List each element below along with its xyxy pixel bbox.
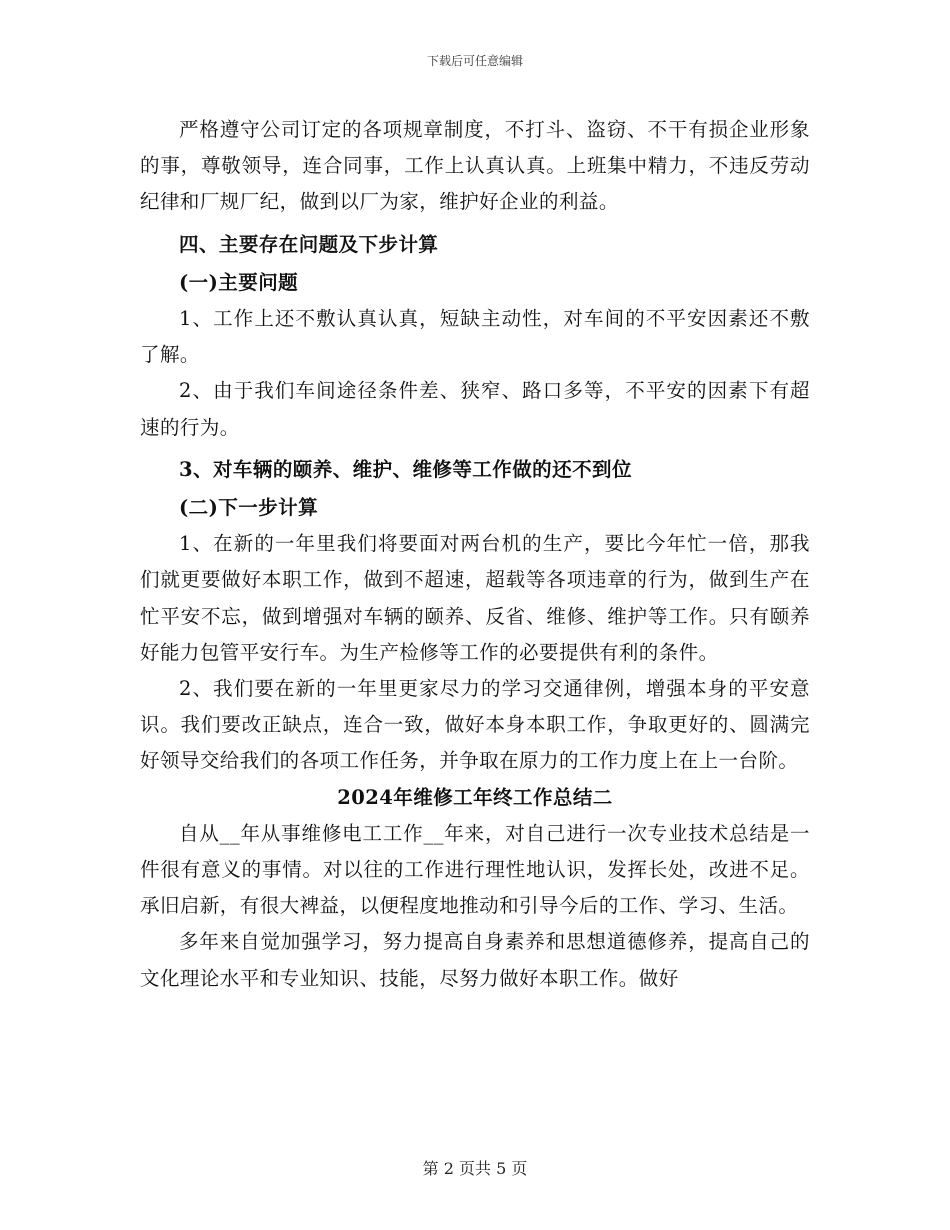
document-body	[140, 112, 810, 997]
paragraph-rules: 严格遵守公司订定的各项规章制度，不打斗、盗窃、不干有损企业形象的事，尊敬领导，连合同事，工作上认真认真。上班集中精力，不违反劳动纪律和厂规厂纪，做到以厂为家，维护好企业的利益。	[140, 118, 810, 214]
paragraph-plan-1: 1、在新的一年里我们将要面对两台机的生产，要比今年忙一倍，那我们就更要做好本职工作，做到不超速，超载等各项违章的行为，做到生产在忙平安不忘，做到增强对车辆的颐养、反省、维修、维护等工作。只有颐养好能力包管平安行车。为生产检修等工作的必要提供有利的条件。	[140, 532, 810, 664]
page-header: 下载后可任意编辑	[426, 54, 523, 68]
paragraph-plan-2: 2、我们要在新的一年里更家尽力的学习交通律例，增强本身的平安意识。我们要改正缺点，连合一致，做好本身本职工作，争取更好的、圆满完好领导交给我们的各项工作任务，并争取在原力的工作力度上在上一台阶。	[140, 677, 810, 773]
section-heading-problems-plan: 四、主要存在问题及下步计算	[179, 232, 439, 256]
subheading-next-plan: (二)下一步计算	[179, 496, 319, 520]
section-title-summary-two: 2024年维修工年终工作总结二	[337, 785, 613, 809]
subheading-main-problems: (一)主要问题	[179, 270, 299, 294]
paragraph-problem-2: 2、由于我们车间途径条件差、狭窄、路口多等，不平安的因素下有超速的行为。	[140, 379, 810, 439]
heading-problem-3: 3、对车辆的颐养、维护、维修等工作做的还不到位	[179, 457, 632, 481]
paragraph-problem-1: 1、工作上还不敷认真认真，短缺主动性，对车间的不平安因素还不敷了解。	[140, 307, 810, 367]
paragraph-study: 多年来自觉加强学习，努力提高自身素养和思想道德修养，提高自己的文化理论水平和专业知识、技能，尽努力做好本职工作。做好	[140, 930, 810, 990]
page-footer: 第 2 页共 5 页	[422, 1159, 528, 1178]
paragraph-intro: 自从__年从事维修电工工作__年来，对自己进行一次专业技术总结是一件很有意义的事情。对以往的工作进行理性地认识，发挥长处，改进不足。承旧启新，有很大裨益，以便程度地推动和引导今后的工作、学习、生活。	[140, 821, 810, 918]
